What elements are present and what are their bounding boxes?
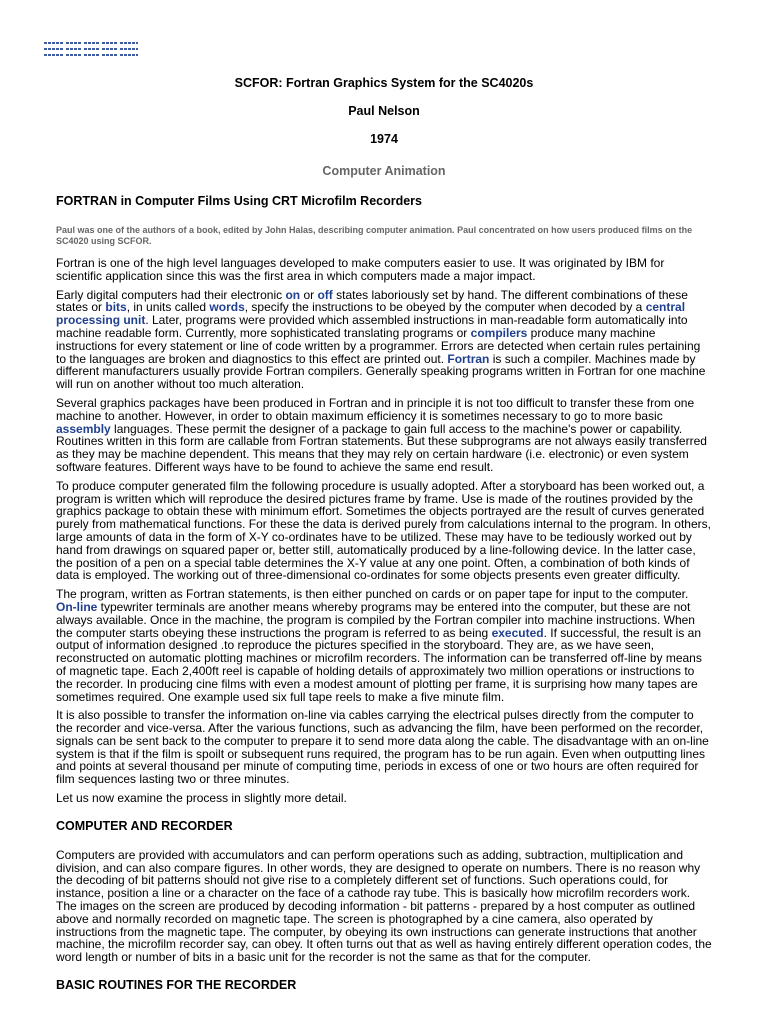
paragraph-7: Let us now examine the process in slightly more detail. (56, 791, 347, 806)
category-label: Computer Animation (322, 164, 446, 178)
paragraph-2: Early digital computers had their electronic on or off states laboriously set by hand. The different combinations of these states or bits, in units called words, specify the instructions to be obeyed by the computer when decoded by a central processing unit. Later, programs were provided which assembled instructions in man-readable form automatically into machine readable form. Currently, more sophisticated translating programs or compilers produce many machine instructions for every statement or line of code written by a programmer. Errors are detected when certain rules pertaining to the languages are broken and diagnostics to this effect are printed out. Fortran is such a compiler. Machines made by different manufacturers usually provide Fortran compilers. Generally speaking programs written in Fortran for one machine will run on another without too much alteration. (56, 287, 706, 392)
link-on[interactable]: on (285, 287, 301, 302)
intro-note: Paul was one of the authors of a book, edited by John Halas, describing computer animation. Paul concentrated on how users produced films on the SC4020 using SCFOR. (56, 225, 693, 246)
document-title: SCFOR: Fortran Graphics System for the SC4020s (234, 76, 534, 90)
year: 1974 (370, 132, 398, 146)
paragraph-1: Fortran is one of the high level languages developed to make computers easier to use. It was originated by IBM for scientific application since this was the first area in which computers made a major impact. (56, 256, 665, 283)
main-content (56, 194, 712, 992)
paragraph-8: Computers are provided with accumulators and can perform operations such as adding, subtraction, multiplication and division, and can also compare figures. In other words, they are designed to operate on numbers. There is no reason why the decoding of bit patterns should not give rise to a completely different set of functions. Such operations could, for instance, position a line or a character on the face of a cathode ray tube. This is basically how microfilm recorders work. The images on the screen are produced by decoding information - bit patterns - prepared by a host computer as outlined above and normally recorded on magnetic tape. The screen is photographed by a cine camera, also operated by instructions from the magnetic tape. The computer, by obeying its own instructions can generate instructions that another machine, the microfilm recorder say, can obey. It often turns out that as well as having entirely different operation codes, the word length or number of bits in a basic unit for the recorder is not the same as that for the computer. (56, 847, 712, 965)
link-words[interactable]: words (209, 300, 245, 315)
link-assembly[interactable]: assembly (56, 421, 111, 436)
section-heading-basic-routines: BASIC ROUTINES FOR THE RECORDER (56, 978, 297, 993)
link-fortran[interactable]: Fortran (447, 351, 490, 366)
paragraph-5: The program, written as Fortran statements, is then either punched on cards or on paper tape for input to the computer. On-line typewriter terminals are another means whereby programs may be entered into the computer, but these are not always available. Once in the machine, the program is compiled by the Fortran compiler into machine instructions. When the computer starts obeying these instructions the program is referred to as being executed. If successful, the result is an output of information designed .to reproduce the pictures specified in the storyboard. They are, as we have seen, reconstructed on automatic plotting machines or microfilm recorders. The information can be transferred off-line by means of magnetic tape. Each 2,400ft reel is capable of holding details of approximately two million operations or instructions to the recorder. In producing cine films with even a modest amount of plotting per frame, it is surprising how many tapes are sometimes required. One example used six full tape reels to make a five minute film. (56, 587, 702, 704)
link-bits[interactable]: bits (105, 300, 127, 315)
link-central-processing-unit[interactable]: central processing unit (56, 300, 686, 328)
paragraph-6: It is also possible to transfer the information on-line via cables carrying the electrical pulses directly from the computer to the recorder and vice-versa. After the various functions, such as advancing the film, have been performed on the recorder, signals can be sent back to the computer to prepare it to send more data along the cable. The disadvantage with an on-line system is that if the film is spoilt or subsequent runs required, the program has to be run again. Even when outputting lines and points at several thousand per minute of computing time, periods in excess of one or two hours are often required for film sequences lasting two or three minutes. (56, 708, 709, 787)
section-heading-fortran: FORTRAN in Computer Films Using CRT Microfilm Recorders (56, 194, 423, 208)
link-off[interactable]: off (317, 287, 333, 302)
paragraph-3: Several graphics packages have been produced in Fortran and in principle it is not too difficult to transfer these from one machine to another. However, in order to obtain maximum efficiency it is sometimes necessary to go to more basic assembly languages. These permit the designer of a package to gain full access to the machine's power or capability. Routines written in this form are callable from Fortran statements. But these subprograms are not always easily transferred as they may be machine dependent. This means that they may rely on certain hardware (i.e. electronic) or even system software features. Different ways have to be found to achieve the same end result. (56, 395, 707, 474)
link-compilers[interactable]: compilers (470, 325, 528, 340)
atlas-logo[interactable] (44, 40, 140, 60)
author-name: Paul Nelson (348, 104, 420, 118)
section-heading-computer-recorder: COMPUTER AND RECORDER (56, 818, 233, 833)
paragraph-4: To produce computer generated film the following procedure is usually adopted. After a storyboard has been worked out, a program is written which will reproduce the desired pictures frame by frame. Use is made of the routines provided by the graphics package to obtain these with minimum effort. Sometimes the objects portrayed are the result of curves generated purely from mathematical functions. For these the data is derived purely from calculations internal to the program. In others, large amounts of data in the form of X-Y co-ordinates have to be utilized. These may have to be tediously worked out by hand from drawings on squared paper or, better still, automatically produced by a line-following device. In the latter case, the position of a pen on a special table determines the X-Y value at any one point. Often, a combination of both kinds of data is employed. The working out of three-dimensional co-ordinates for some objects presents even greater difficulty. (56, 478, 711, 583)
link-executed[interactable]: executed (491, 625, 544, 640)
link-on-line[interactable]: On-line (56, 599, 98, 614)
